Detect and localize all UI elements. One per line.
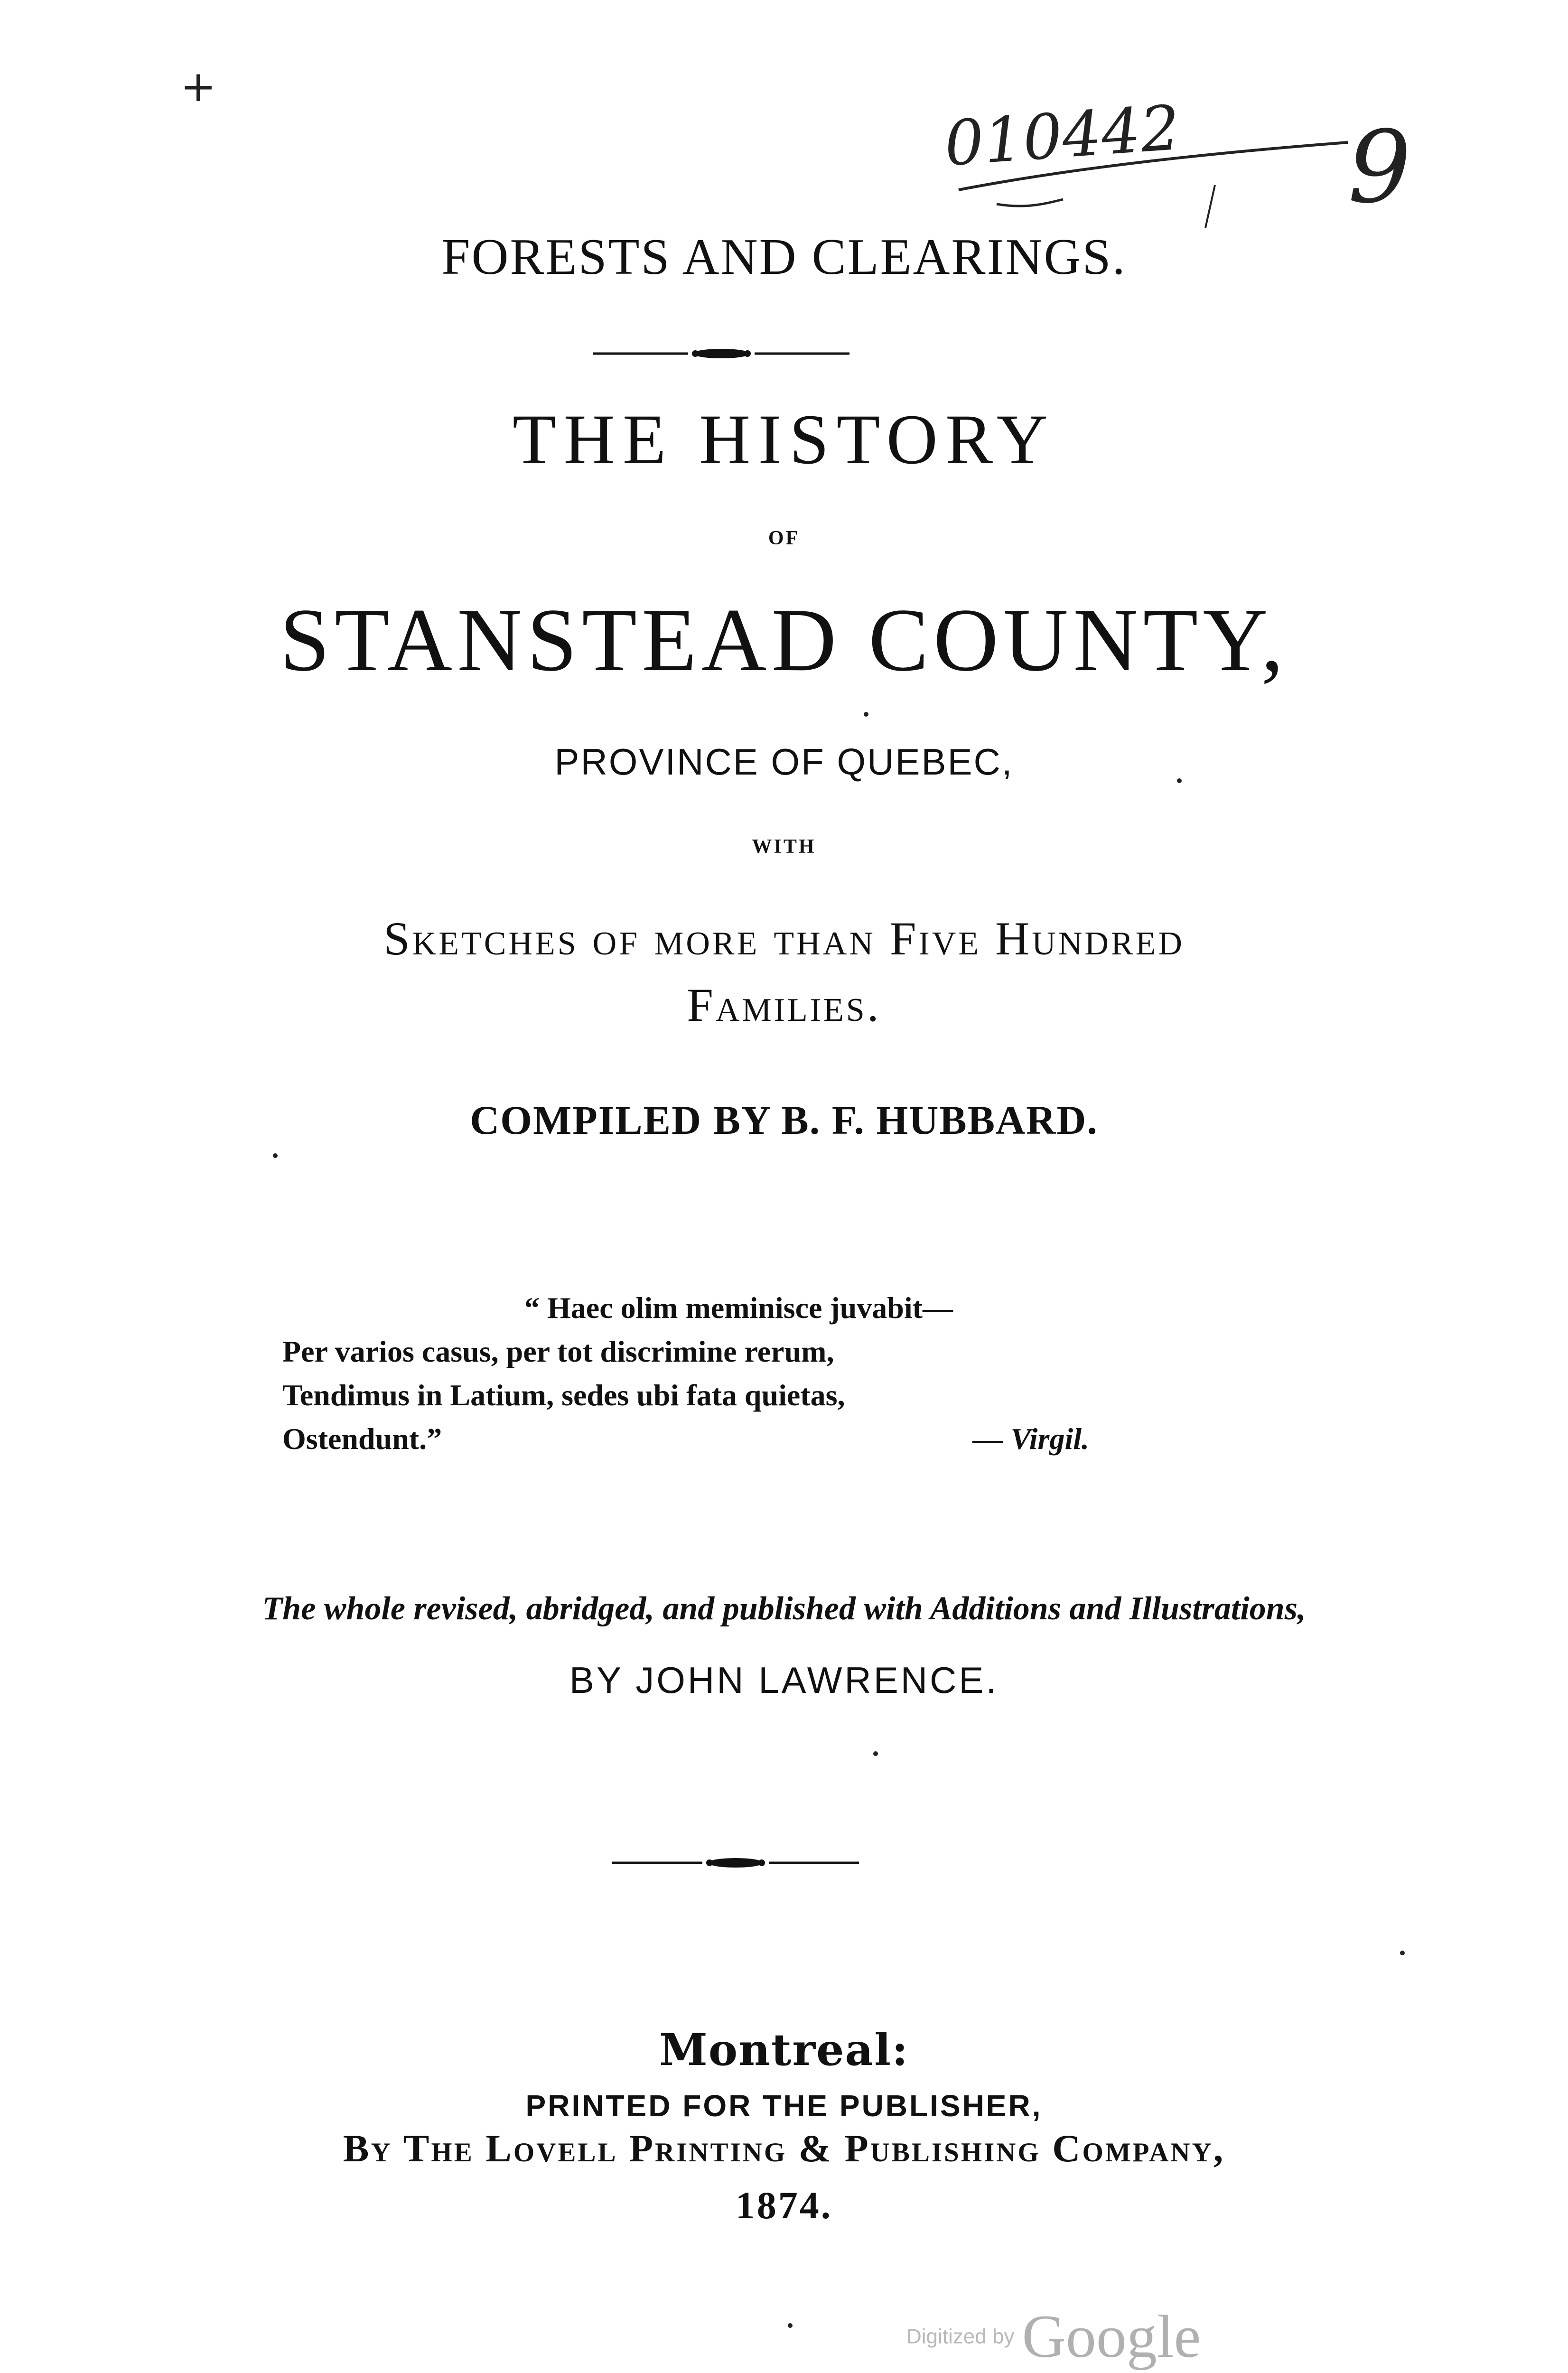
- subtitle-line-1: Sketches of more than Five Hundred: [383, 912, 1185, 965]
- epigraph-line-3: Tendimus in Latium, sedes ubi fata quietas,: [282, 1378, 845, 1412]
- imprint-year: 1874.: [735, 2184, 833, 2227]
- latin-epigraph: [282, 1286, 1089, 1461]
- handwritten-strike-lines: [940, 114, 1367, 237]
- title-connector-of: OF: [768, 527, 800, 549]
- speck: [273, 1153, 278, 1158]
- speck: [864, 712, 868, 717]
- ornamental-rule-top: [593, 346, 849, 361]
- imprint-printed-for: PRINTED FOR THE PUBLISHER,: [525, 2089, 1043, 2123]
- epigraph-line-4: Ostendunt.”: [282, 1422, 442, 1456]
- speck: [873, 1751, 878, 1756]
- epigraph-line-1: “ Haec olim meminisce juvabit—: [524, 1291, 953, 1325]
- revision-note: The whole revised, abridged, and published with Additions and Illustrations,: [262, 1590, 1306, 1627]
- imprint-city: Montreal:: [659, 2024, 909, 2075]
- google-logo: Google: [1022, 2303, 1201, 2370]
- speck: [1400, 1951, 1405, 1955]
- handwritten-accession-number: 010442: [942, 91, 1182, 180]
- title-line-the-history: THE HISTORY: [512, 400, 1056, 479]
- epigraph-line-2: Per varios casus, per tot discrimine rerum,: [282, 1335, 834, 1368]
- series-title: FORESTS AND CLEARINGS.: [441, 229, 1127, 285]
- speck: [1177, 778, 1182, 783]
- ornamental-rule-bottom: [612, 1856, 859, 1870]
- watermark-prefix: Digitized by: [906, 2325, 1015, 2348]
- epigraph-attribution: — Virgil.: [972, 1422, 1089, 1456]
- imprint-publisher: By The Lovell Printing & Publishing Company,: [343, 2127, 1225, 2170]
- handwritten-plus-mark: +: [180, 62, 216, 112]
- speck: [788, 2323, 793, 2328]
- reviser-credit: BY JOHN LAWRENCE.: [569, 1659, 999, 1701]
- province-line: PROVINCE OF QUEBEC,: [554, 741, 1014, 783]
- handwritten-number-nine: 9: [1348, 109, 1411, 225]
- title-line-stanstead-county: STANSTEAD COUNTY,: [280, 590, 1288, 690]
- connector-with: WITH: [752, 836, 816, 858]
- subtitle-line-2: Families.: [687, 979, 881, 1031]
- digitized-by-google-watermark: [906, 2302, 1201, 2372]
- compiler-credit: COMPILED BY B. F. HUBBARD.: [470, 1097, 1098, 1143]
